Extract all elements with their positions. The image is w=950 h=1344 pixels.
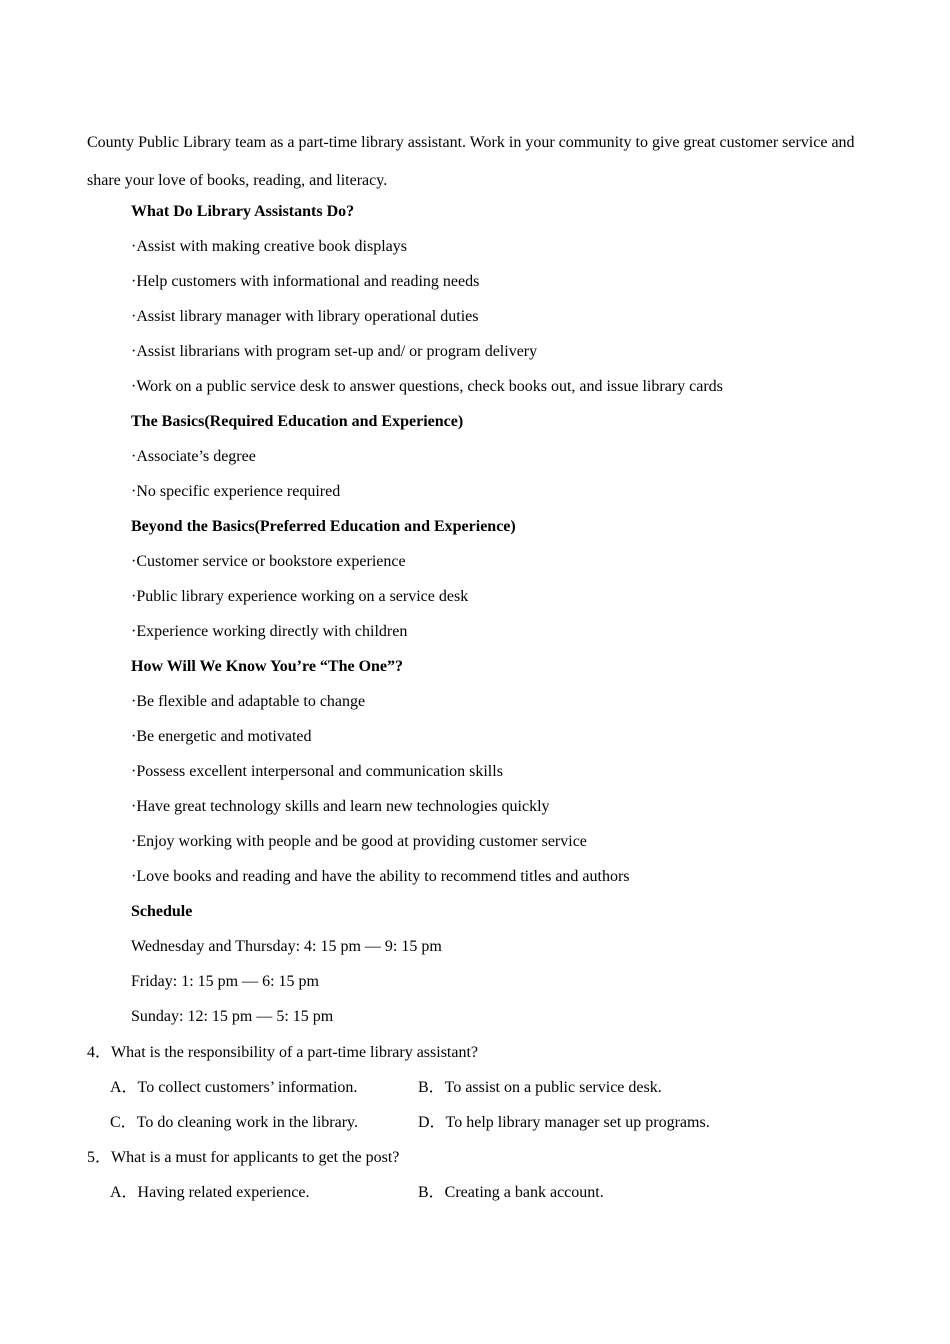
questions-section xyxy=(87,1038,710,1213)
answer-option: D．To help library manager set up programs. xyxy=(418,1114,710,1131)
text-line: ·Work on a public service desk to answer questions, check books out, and issue library cards xyxy=(131,378,723,395)
text-line: ·Customer service or bookstore experience xyxy=(131,553,406,570)
answer-option: B．To assist on a public service desk. xyxy=(418,1079,662,1096)
answer-option: C．To do cleaning work in the library. xyxy=(110,1114,359,1131)
text-line: ·Possess excellent interpersonal and communication skills xyxy=(131,763,503,780)
section-heading: Beyond the Basics(Preferred Education and Experience) xyxy=(131,518,516,535)
text-line: ·Experience working directly with children xyxy=(131,623,408,640)
intro-paragraph: County Public Library team as a part-time library assistant. Work in your community to give great customer service and share your love of books, reading, and literacy. xyxy=(87,134,855,189)
text-line: Sunday: 12: 15 pm — 5: 15 pm xyxy=(131,1008,334,1025)
text-line: ·Associate’s degree xyxy=(131,448,256,465)
text-line: ·Enjoy working with people and be good at providing customer service xyxy=(131,833,587,850)
text-line: ·Assist with making creative book displays xyxy=(131,238,407,255)
text-line: ·Have great technology skills and learn new technologies quickly xyxy=(131,798,550,815)
text-line: ·Public library experience working on a service desk xyxy=(131,588,469,605)
section-heading: What Do Library Assistants Do? xyxy=(131,203,355,220)
section-heading: Schedule xyxy=(131,903,193,920)
article-body xyxy=(131,197,723,1037)
text-line: ·Be flexible and adaptable to change xyxy=(131,693,366,710)
answer-option: B．Creating a bank account. xyxy=(418,1184,604,1201)
options-row xyxy=(87,1178,604,1213)
text-line: ·Assist librarians with program set-up and/ or program delivery xyxy=(131,343,538,360)
answer-option: A．Having related experience. xyxy=(110,1184,310,1201)
text-line: ·Love books and reading and have the ability to recommend titles and authors xyxy=(131,868,630,885)
text-line: ·No specific experience required xyxy=(131,483,341,500)
question-stem: 4．What is the responsibility of a part-time library assistant? xyxy=(87,1044,479,1061)
text-line: ·Be energetic and motivated xyxy=(131,728,312,745)
question-stem: 5．What is a must for applicants to get the post? xyxy=(87,1149,400,1166)
text-line: ·Help customers with informational and reading needs xyxy=(131,273,480,290)
section-heading: How Will We Know You’re “The One”? xyxy=(131,658,404,675)
options-row xyxy=(87,1073,662,1108)
text-line: Friday: 1: 15 pm — 6: 15 pm xyxy=(131,973,319,990)
answer-option: A．To collect customers’ information. xyxy=(110,1079,358,1096)
text-line: Wednesday and Thursday: 4: 15 pm — 9: 15 pm xyxy=(131,938,442,955)
options-row xyxy=(87,1108,710,1143)
section-heading: The Basics(Required Education and Experience) xyxy=(131,413,464,430)
text-line: ·Assist library manager with library operational duties xyxy=(131,308,479,325)
